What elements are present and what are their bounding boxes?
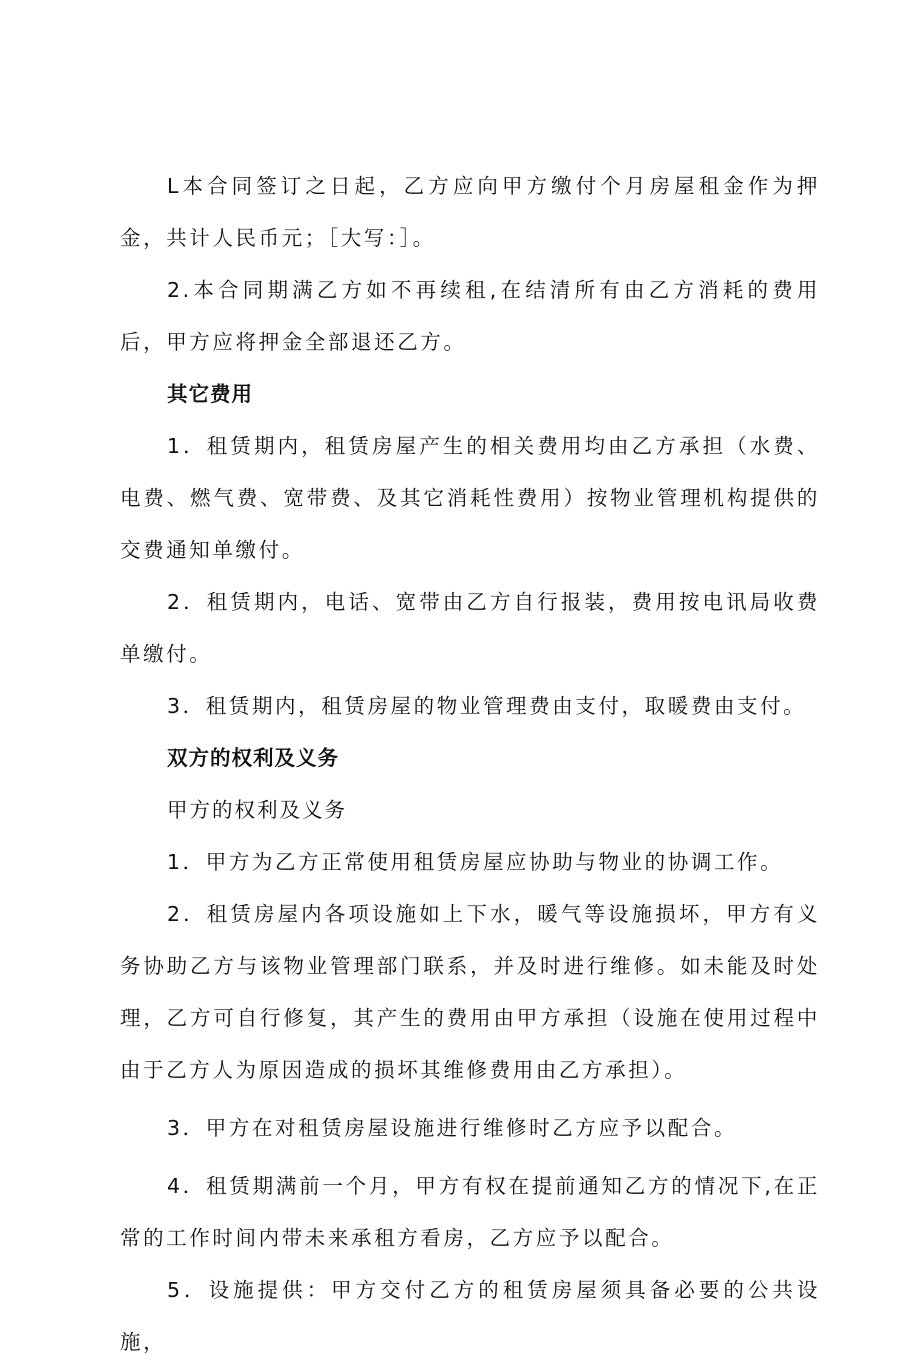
party-a-item-4: 4．租赁期满前一个月，甲方有权在提前通知乙方的情况下,在正常的工作时间内带未来承租方看房，乙方应予以配合。	[120, 1174, 820, 1250]
other-fees-item-1: 1．租赁期内，租赁房屋产生的相关费用均由乙方承担（水费、电费、燃气费、宽带费、及其它消耗性费用）按物业管理机构提供的交费通知单缴付。	[120, 434, 820, 562]
party-a-item-3: 3．甲方在对租赁房屋设施进行维修时乙方应予以配合。	[167, 1116, 738, 1140]
party-a-item-1: 1．甲方为乙方正常使用租赁房屋应协助与物业的协调工作。	[167, 850, 784, 874]
other-fees-item-3: 3．租赁期内，租赁房屋的物业管理费由支付，取暖费由支付。	[167, 694, 807, 718]
party-a-item-5: 5．设施提供：甲方交付乙方的租赁房屋须具备必要的公共设施，	[120, 1278, 820, 1354]
party-a-item-2: 2．租赁房屋内各项设施如上下水，暖气等设施损坏，甲方有义务协助乙方与该物业管理部门联系，并及时进行维修。如未能及时处理，乙方可自行修复，其产生的费用由甲方承担（设施在使用过程中由于乙方人为原因造成的损坏其维修费用由乙方承担）。	[120, 902, 820, 1082]
deposit-clause-2: 2.本合同期满乙方如不再续租,在结清所有由乙方消耗的费用后，甲方应将押金全部退还乙方。	[120, 278, 820, 354]
other-fees-item-2: 2．租赁期内，电话、宽带由乙方自行报装，费用按电讯局收费单缴付。	[120, 590, 820, 666]
rights-obligations-heading: 双方的权利及义务	[167, 746, 339, 770]
document-body	[120, 160, 820, 1368]
deposit-clause-1: L本合同签订之日起，乙方应向甲方缴付个月房屋租金作为押金，共计人民币元；［大写：］。	[120, 174, 820, 250]
party-a-rights-subheading: 甲方的权利及义务	[167, 798, 347, 822]
other-fees-heading: 其它费用	[167, 382, 253, 406]
